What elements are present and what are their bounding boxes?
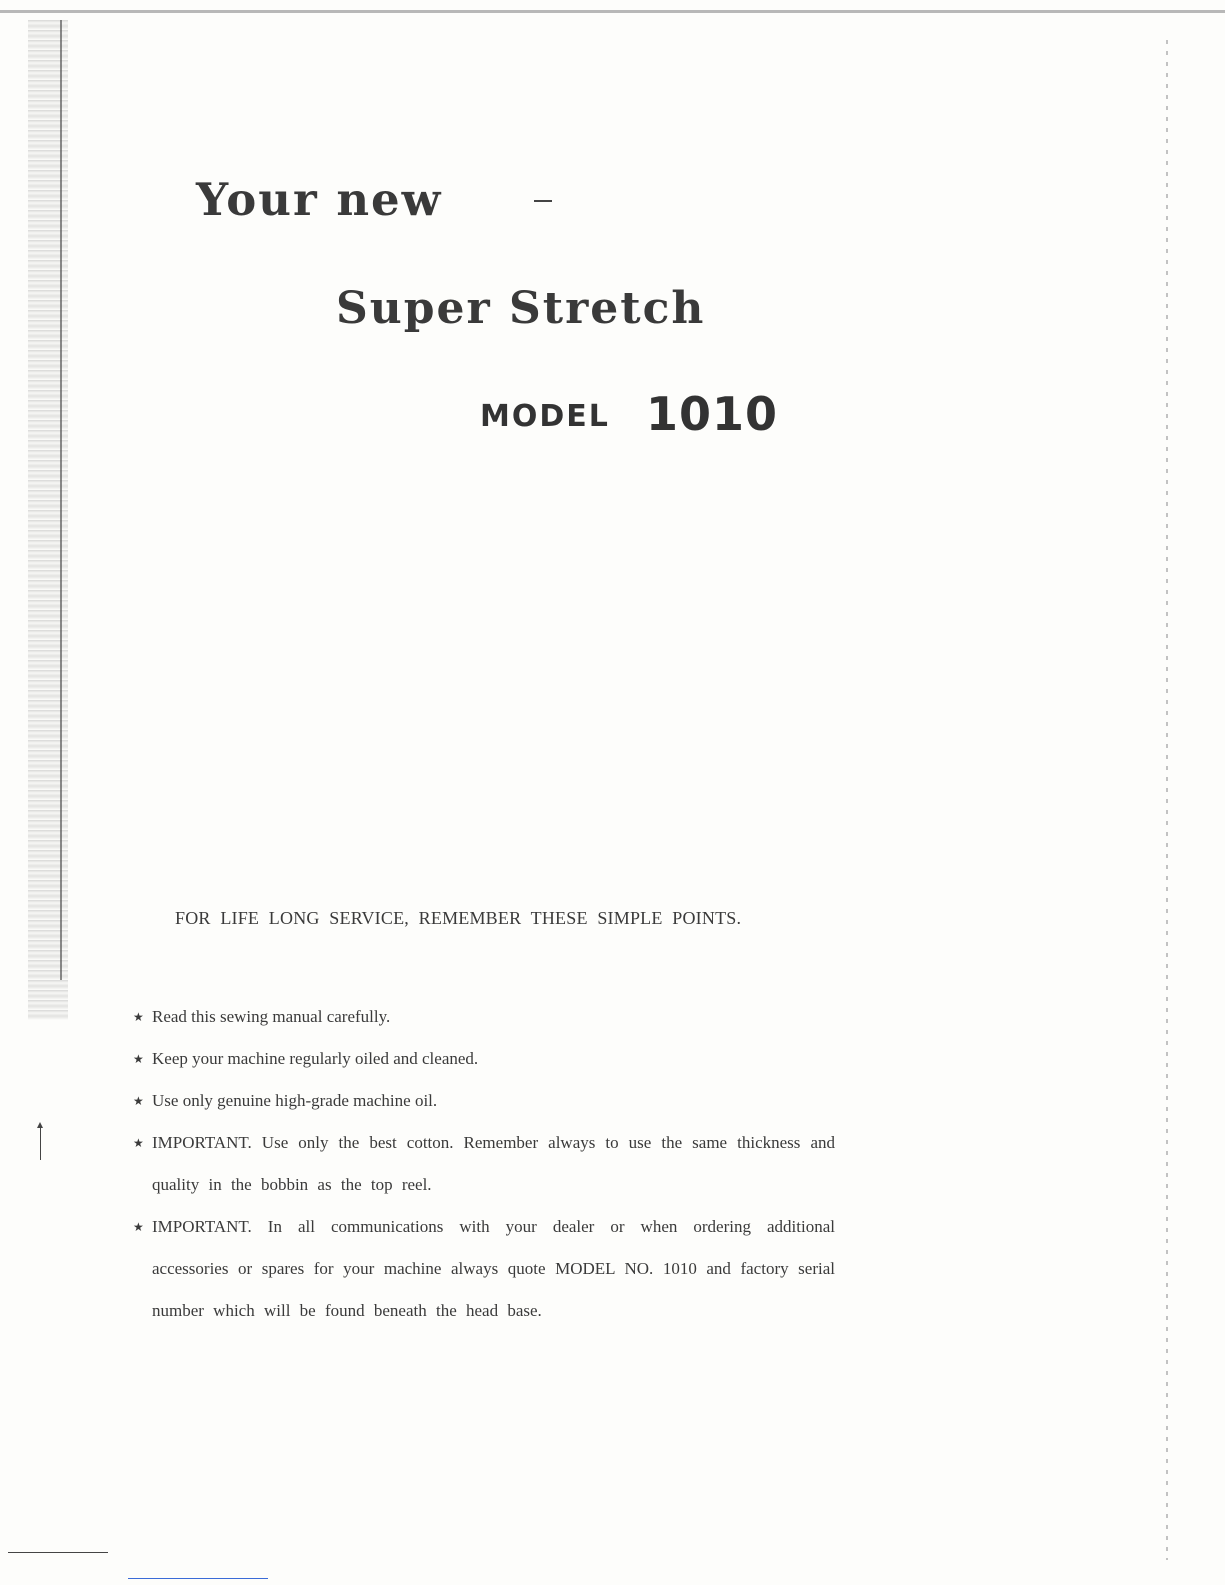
point-text: IMPORTANT. In all communications with your dealer or when ordering additional accessories or spares for your machine always quote MODEL NO. 1010 and factory serial number which will be found beneath the head base. — [152, 1217, 835, 1320]
scan-top-edge — [0, 10, 1225, 13]
scan-binding-edge — [28, 20, 68, 1020]
list-item — [130, 996, 835, 1038]
star-icon: ★ — [133, 1052, 144, 1066]
scan-binding-line — [60, 20, 62, 980]
title-your-new: Your new — [196, 173, 443, 226]
service-heading: FOR LIFE LONG SERVICE, REMEMBER THESE SIMPLE POINTS. — [175, 908, 742, 928]
point-text: Keep your machine regularly oiled and cleaned. — [152, 1049, 479, 1068]
star-icon: ★ — [133, 1010, 144, 1024]
scan-bottom-underline — [128, 1578, 268, 1579]
list-item — [130, 1038, 835, 1080]
star-icon: ★ — [133, 1136, 144, 1150]
model-number: 1010 — [646, 387, 779, 441]
point-text: Read this sewing manual carefully. — [152, 1007, 391, 1026]
star-icon: ★ — [133, 1094, 144, 1108]
point-text: Use only genuine high-grade machine oil. — [152, 1091, 438, 1110]
margin-arrow-mark — [40, 1126, 41, 1160]
scan-right-edge — [1166, 40, 1168, 1560]
model-label: MODEL — [480, 399, 610, 434]
title-super-stretch: Super Stretch — [336, 283, 706, 334]
service-points-list — [130, 996, 835, 1332]
star-icon: ★ — [133, 1220, 144, 1234]
list-item — [130, 1080, 835, 1122]
title-dash — [534, 200, 552, 202]
scan-bottom-mark — [8, 1552, 108, 1553]
point-text: IMPORTANT. Use only the best cotton. Remember always to use the same thickness and quality in the bobbin as the top reel. — [152, 1133, 835, 1194]
list-item — [130, 1206, 835, 1332]
list-item — [130, 1122, 835, 1206]
